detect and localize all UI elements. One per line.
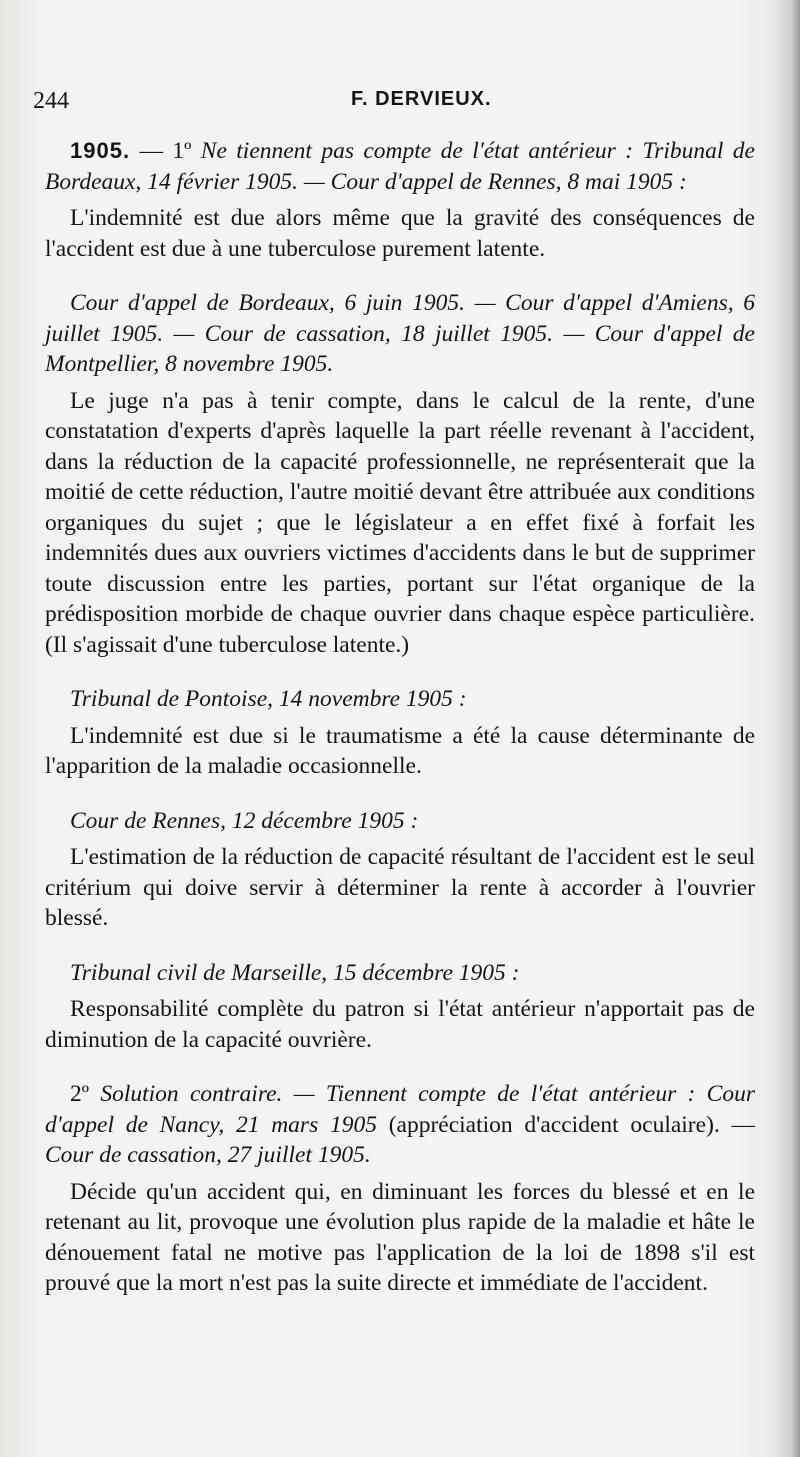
court-citation: Cour d'appel de Bordeaux, 6 juin 1905. — Cour d'appel d'Amiens, 6 juillet 1905. — Cour de cassation, 18 juillet 1905. — Cour d'appel de Montpellier, 8 novembre 1905. xyxy=(45,290,755,377)
court-citation: Cour d'appel de Nancy, 21 mars 1905 xyxy=(45,1081,755,1138)
section-number: 2º xyxy=(70,1081,101,1107)
court-citation: Tribunal civil de Marseille, 15 décembre 1905 : xyxy=(70,959,520,986)
ruling-text: L'indemnité est due si le traumatisme a été la cause déterminante de l'apparition de la maladie occasionnelle. xyxy=(45,722,755,779)
court-citation: Tribunal de Bordeaux, 14 février 1905. — Cour d'appel de Rennes, 8 mai 1905 : xyxy=(45,138,755,195)
running-head: F. DERVIEUX. xyxy=(351,88,492,110)
page-number: 244 xyxy=(33,88,69,114)
section-2-heading xyxy=(45,1079,755,1171)
section-1-heading xyxy=(45,136,755,197)
citation-note: (appréciation d'accident oculaire). — xyxy=(376,1111,755,1138)
court-citation: Cour de cassation, 27 juillet 1905. xyxy=(45,1142,371,1168)
page-edge-shadow xyxy=(772,0,800,1457)
ruling-text: Le juge n'a pas à tenir compte, dans le calcul de la rente, d'une constatation d'experts d'après laquelle la part réelle revenant à l'accident, dans la réduction de la capacité professionnelle, ne représenterait que la moitié de cette réduction, l'autre moitié devant être attribuée aux conditions organiques du sujet ; que le législateur a en effet fixé à forfait les indemnités dues aux ouvriers victimes d'accidents dans le but de supprimer toute discussion entre les parties, portant sur l'état organique de la prédisposition morbide de chaque ouvrier dans chaque espèce particulière. (Il s'agissait d'une tuberculose latente.) xyxy=(45,387,755,658)
page-content xyxy=(45,136,755,1299)
ruling-text: L'estimation de la réduction de capacité résultant de l'accident est le seul critérium qui doive servir à déterminer la rente à accorder à l'ouvrier blessé. xyxy=(45,844,755,931)
section-title: Ne tiennent pas compte de l'état antérieur : xyxy=(200,138,634,164)
section-year: 1905. xyxy=(70,138,131,163)
section-title: Solution contraire. — Tiennent compte de l'état antérieur : xyxy=(100,1081,696,1107)
page-header xyxy=(33,88,753,128)
ruling-text: L'indemnité est due alors même que la gravité des conséquences de l'accident est due à une tuberculose purement latente. xyxy=(45,205,755,262)
section-number: — 1º xyxy=(130,138,201,164)
ruling-text: Décide qu'un accident qui, en diminuant les forces du blessé et en le retenant au lit, provoque une évolution plus rapide de la maladie et hâte le dénouement fatal ne motive pas l'application de la loi de 1898 s'il est prouvé que la mort n'est pas la suite directe et immédiate de l'accident. xyxy=(45,1178,755,1296)
court-citation: Tribunal de Pontoise, 14 novembre 1905 : xyxy=(70,686,467,712)
court-citation: Cour de Rennes, 12 décembre 1905 : xyxy=(70,807,419,834)
ruling-text: Responsabilité complète du patron si l'état antérieur n'apportait pas de diminution de la capacité ouvrière. xyxy=(45,996,755,1053)
